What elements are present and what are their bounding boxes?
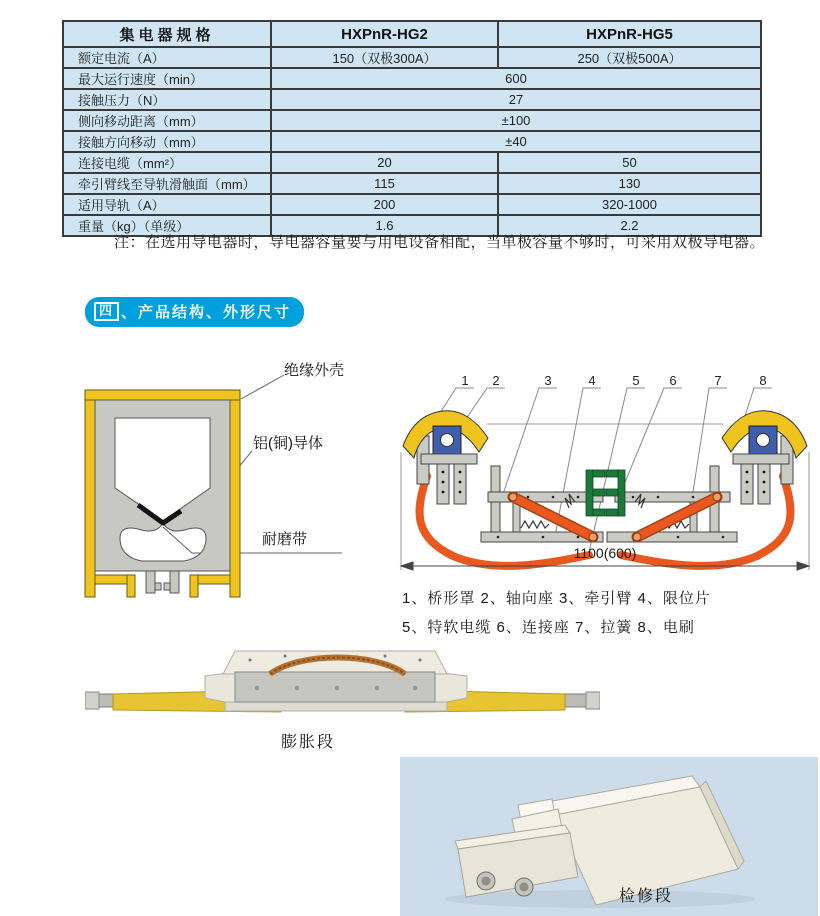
label-wear-strip: 耐磨带: [262, 531, 308, 548]
row-label: 连接电缆（mm²）: [63, 152, 271, 173]
maintenance-section-image: [400, 757, 818, 916]
row-value-hg5: 320-1000: [498, 194, 761, 215]
section-header: [85, 297, 304, 327]
table-title-cell: 集电器规格: [63, 21, 271, 47]
row-value-hg2: 200: [271, 194, 498, 215]
row-label: 接触方向移动（mm）: [63, 131, 271, 152]
table-row: [63, 131, 761, 152]
table-row: [63, 173, 761, 194]
row-label: 重量（kg）（单级）: [63, 215, 271, 236]
table-row: [63, 47, 761, 68]
row-label: 牵引臂线至导轨滑触面（mm）: [63, 173, 271, 194]
dimension-label: 1100(600): [573, 545, 637, 561]
row-value-shared: ±40: [271, 131, 761, 152]
callout-6: 6: [669, 373, 677, 388]
row-value-hg5: 250（双极500A）: [498, 47, 761, 68]
row-value-hg2: 150（双极300A）: [271, 47, 498, 68]
bridge-cover-right: [722, 411, 807, 504]
callout-3: 3: [544, 373, 552, 388]
row-label: 侧向移动距离（mm）: [63, 110, 271, 131]
row-label: 额定电流（A）: [63, 47, 271, 68]
conductor-cross-section-diagram: [60, 355, 360, 615]
spec-table: [62, 20, 762, 237]
row-value-hg5: 2.2: [498, 215, 761, 236]
row-label: 接触压力（N）: [63, 89, 271, 110]
callout-4: 4: [588, 373, 596, 388]
note-text: 注：在选用导电器时，导电器容量要与用电设备相配，当单极容量不够时，可采用双极导电器。: [114, 234, 766, 251]
label-insulation-shell: 绝缘外壳: [284, 362, 345, 379]
section-title: 、产品结构、外形尺寸: [121, 304, 292, 321]
legend-line-2: 5、特软电缆 6、连接座 7、拉簧 8、电刷: [402, 619, 695, 636]
table-row: [63, 110, 761, 131]
table-row: [63, 194, 761, 215]
table-row: [63, 152, 761, 173]
collector-assembly-diagram: [393, 366, 817, 581]
row-value-shared: ±100: [271, 110, 761, 131]
maintenance-section-figure: [400, 757, 818, 916]
expansion-caption: 膨胀段: [281, 734, 336, 751]
legend-line-1: 1、桥形罩 2、轴向座 3、牵引臂 4、限位片: [402, 590, 711, 607]
expansion-section-figure: [85, 648, 600, 748]
parts-legend: [402, 584, 711, 642]
row-value-hg5: 50: [498, 152, 761, 173]
table-row: [63, 68, 761, 89]
callout-2: 2: [492, 373, 500, 388]
expansion-section-image: [85, 648, 600, 748]
row-value-hg5: 130: [498, 173, 761, 194]
col-header-hg5: HXPnR-HG5: [498, 21, 761, 47]
callout-7: 7: [714, 373, 722, 388]
table-header-row: [63, 21, 761, 47]
callout-numbers: [461, 373, 766, 388]
row-label: 最大运行速度（min）: [63, 68, 271, 89]
callout-1: 1: [461, 373, 469, 388]
connection-seat-shape: [586, 470, 625, 516]
conductor-body-shape: [95, 400, 230, 571]
row-label: 适用导轨（A）: [63, 194, 271, 215]
row-value-hg2: 20: [271, 152, 498, 173]
row-value-hg2: 1.6: [271, 215, 498, 236]
maintenance-caption: 检修段: [619, 888, 674, 905]
cross-section-figure: [60, 355, 360, 615]
assembly-figure: [393, 366, 817, 581]
section-number: 四: [94, 302, 119, 321]
label-conductor: 铝(铜)导体: [253, 435, 323, 452]
row-value-shared: 27: [271, 89, 761, 110]
table-row: [63, 89, 761, 110]
row-value-hg2: 115: [271, 173, 498, 194]
col-header-hg2: HXPnR-HG2: [271, 21, 498, 47]
row-value-shared: 600: [271, 68, 761, 89]
callout-8: 8: [759, 373, 767, 388]
callout-5: 5: [632, 373, 640, 388]
bridge-cover-left: [403, 411, 488, 504]
